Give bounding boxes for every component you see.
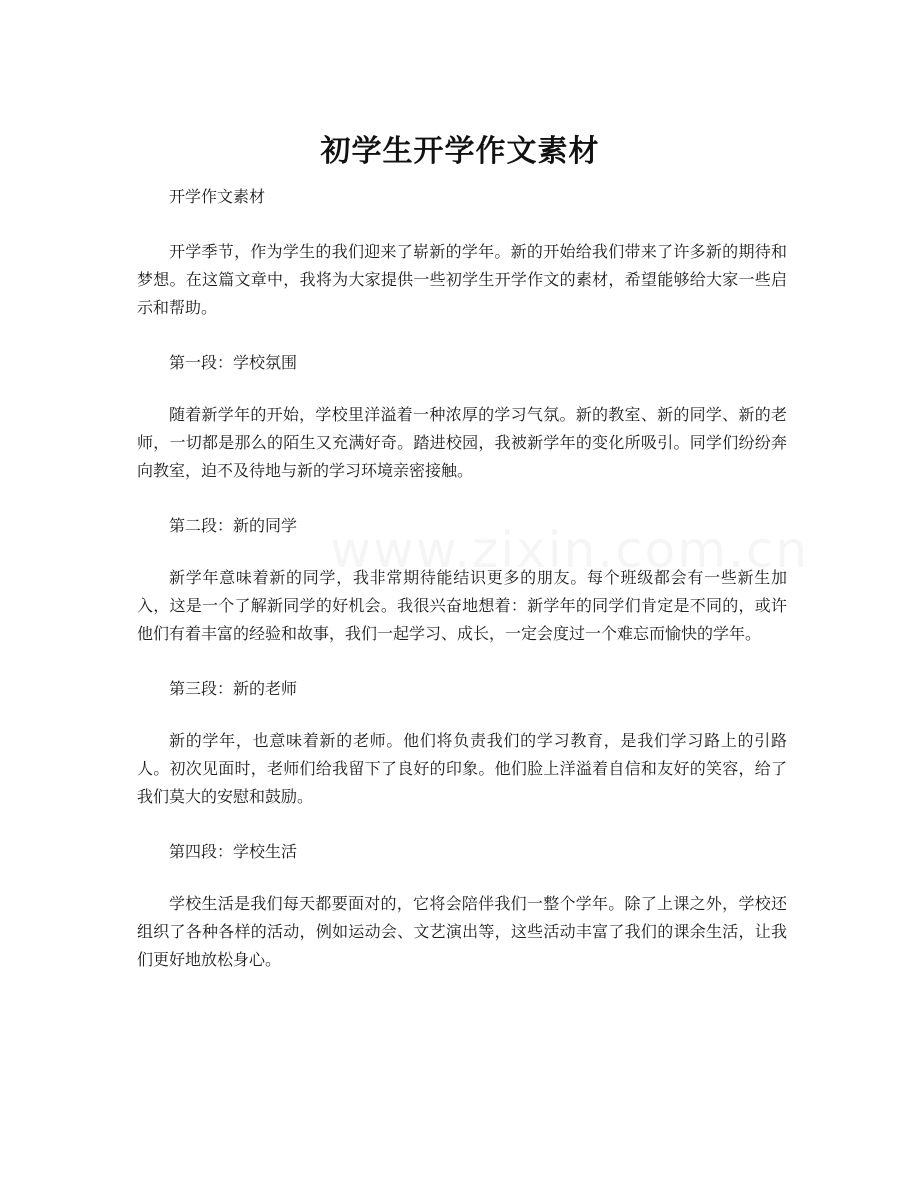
intro-paragraph: 开学季节，作为学生的我们迎来了崭新的学年。新的开始给我们带来了许多新的期待和梦想。在这篇文章中，我将为大家提供一些初学生开学作文的素材，希望能够给大家一些启示和帮助。 — [137, 242, 787, 317]
section-heading-1: 第一段：学校氛围 — [169, 353, 298, 372]
section-paragraph-4: 学校生活是我们每天都要面对的，它将会陪伴我们一整个学年。除了上课之外，学校还组织了各种各样的活动，例如运动会、文艺演出等，这些活动丰富了我们的课余生活，让我们更好地放松身心。 — [137, 894, 787, 969]
section-heading-4: 第四段：学校生活 — [169, 842, 298, 861]
section-paragraph-3: 新的学年，也意味着新的老师。他们将负责我们的学习教育，是我们学习路上的引路人。初次见面时，老师们给我留下了良好的印象。他们脸上洋溢着自信和友好的笑容，给了我们莫大的安慰和鼓励。 — [137, 731, 787, 806]
section-paragraph-2: 新学年意味着新的同学，我非常期待能结识更多的朋友。每个班级都会有一些新生加入，这是一个了解新同学的好机会。我很兴奋地想着：新学年的同学们肯定是不同的，或许他们有着丰富的经验和故事，我们一起学习、成长，一定会度过一个难忘而愉快的学年。 — [137, 568, 787, 643]
section-paragraph-1: 随着新学年的开始，学校里洋溢着一种浓厚的学习气氛。新的教室、新的同学、新的老师，一切都是那么的陌生又充满好奇。踏进校园，我被新学年的变化所吸引。同学们纷纷奔向教室，迫不及待地与新的学习环境亲密接触。 — [137, 405, 787, 480]
page-title: 初学生开学作文素材 — [320, 134, 600, 170]
document-body — [137, 183, 787, 974]
section-label: 开学作文素材 — [169, 187, 266, 206]
section-heading-2: 第二段：新的同学 — [169, 516, 298, 535]
section-heading-3: 第三段：新的老师 — [169, 679, 298, 698]
